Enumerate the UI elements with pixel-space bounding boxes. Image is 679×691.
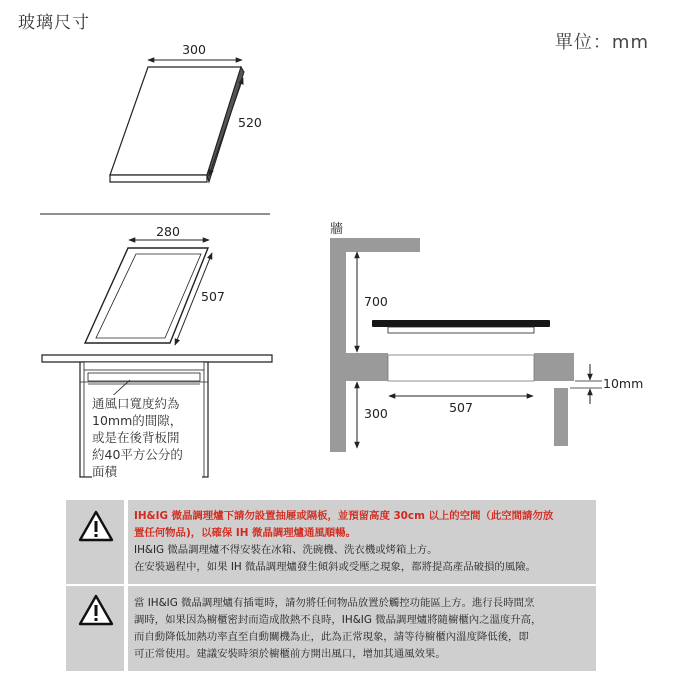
vent-note-line: 面積 bbox=[92, 464, 118, 479]
vent-note-line: 或是在後背板開 bbox=[92, 430, 180, 445]
glass-width-label: 300 bbox=[182, 42, 206, 57]
vent-note-line: 10mm的間隙， bbox=[92, 413, 183, 428]
cutout-width-label: 280 bbox=[156, 224, 180, 239]
warning-line: 而自動降低加熱功率直至自動關機為止，此為正常現象，請等待櫥櫃內溫度降低後，即 bbox=[134, 631, 529, 643]
glass-depth-label: 520 bbox=[238, 115, 262, 130]
height-300-label: 300 bbox=[364, 406, 388, 421]
warning-line: 調時，如果因為櫥櫃密封而造成散熱不良時，IH&IG 微晶調理爐將隨櫥櫃內之溫度升高， bbox=[134, 614, 542, 626]
warning-text-installation bbox=[134, 508, 588, 576]
wall-label: 牆 bbox=[330, 222, 344, 237]
warning-line: IH&IG 微晶調理爐不得安裝在冰箱、洗碗機、洗衣機或烤箱上方。 bbox=[134, 544, 438, 556]
warning-line: 置任何物品)，以確保 IH 微晶調理爐通風順暢。 bbox=[134, 527, 356, 539]
warning-line: IH&IG 微晶調理爐下請勿設置抽屜或隔板，並預留高度 30cm 以上的空間（此空間請勿放 bbox=[134, 510, 554, 522]
warning-line: 可正常使用。建議安裝時須於櫥櫃前方開出風口，增加其通風效果。 bbox=[134, 648, 446, 660]
height-700-label: 700 bbox=[364, 294, 388, 309]
gap-10mm-label: 10mm bbox=[603, 376, 644, 391]
warning-line: 當 IH&IG 微晶調理爐有插電時，請勿將任何物品放置於觸控功能區上方。進行長時間烹 bbox=[134, 597, 535, 609]
glass-top-drawing bbox=[110, 60, 244, 182]
warning-line: 在安裝過程中，如果 IH 微晶調理爐發生傾斜或受壓之現象，都將提高產品破損的風險。 bbox=[134, 561, 536, 573]
page-title: 玻璃尺寸 bbox=[18, 13, 90, 33]
unit-label: 單位：mm bbox=[554, 32, 649, 53]
cutout-depth-label: 507 bbox=[201, 289, 225, 304]
warning-text-usage bbox=[134, 595, 588, 663]
warning-box-installation bbox=[66, 500, 596, 584]
warning-triangle-icon bbox=[78, 510, 114, 542]
span-507-label: 507 bbox=[449, 400, 473, 415]
vent-note-line: 通風口寬度約為 bbox=[92, 396, 180, 411]
ventilation-note bbox=[92, 395, 202, 480]
warning-triangle-icon bbox=[78, 594, 114, 626]
warning-box-usage bbox=[66, 586, 596, 671]
vent-note-line: 約40平方公分的 bbox=[92, 447, 183, 462]
